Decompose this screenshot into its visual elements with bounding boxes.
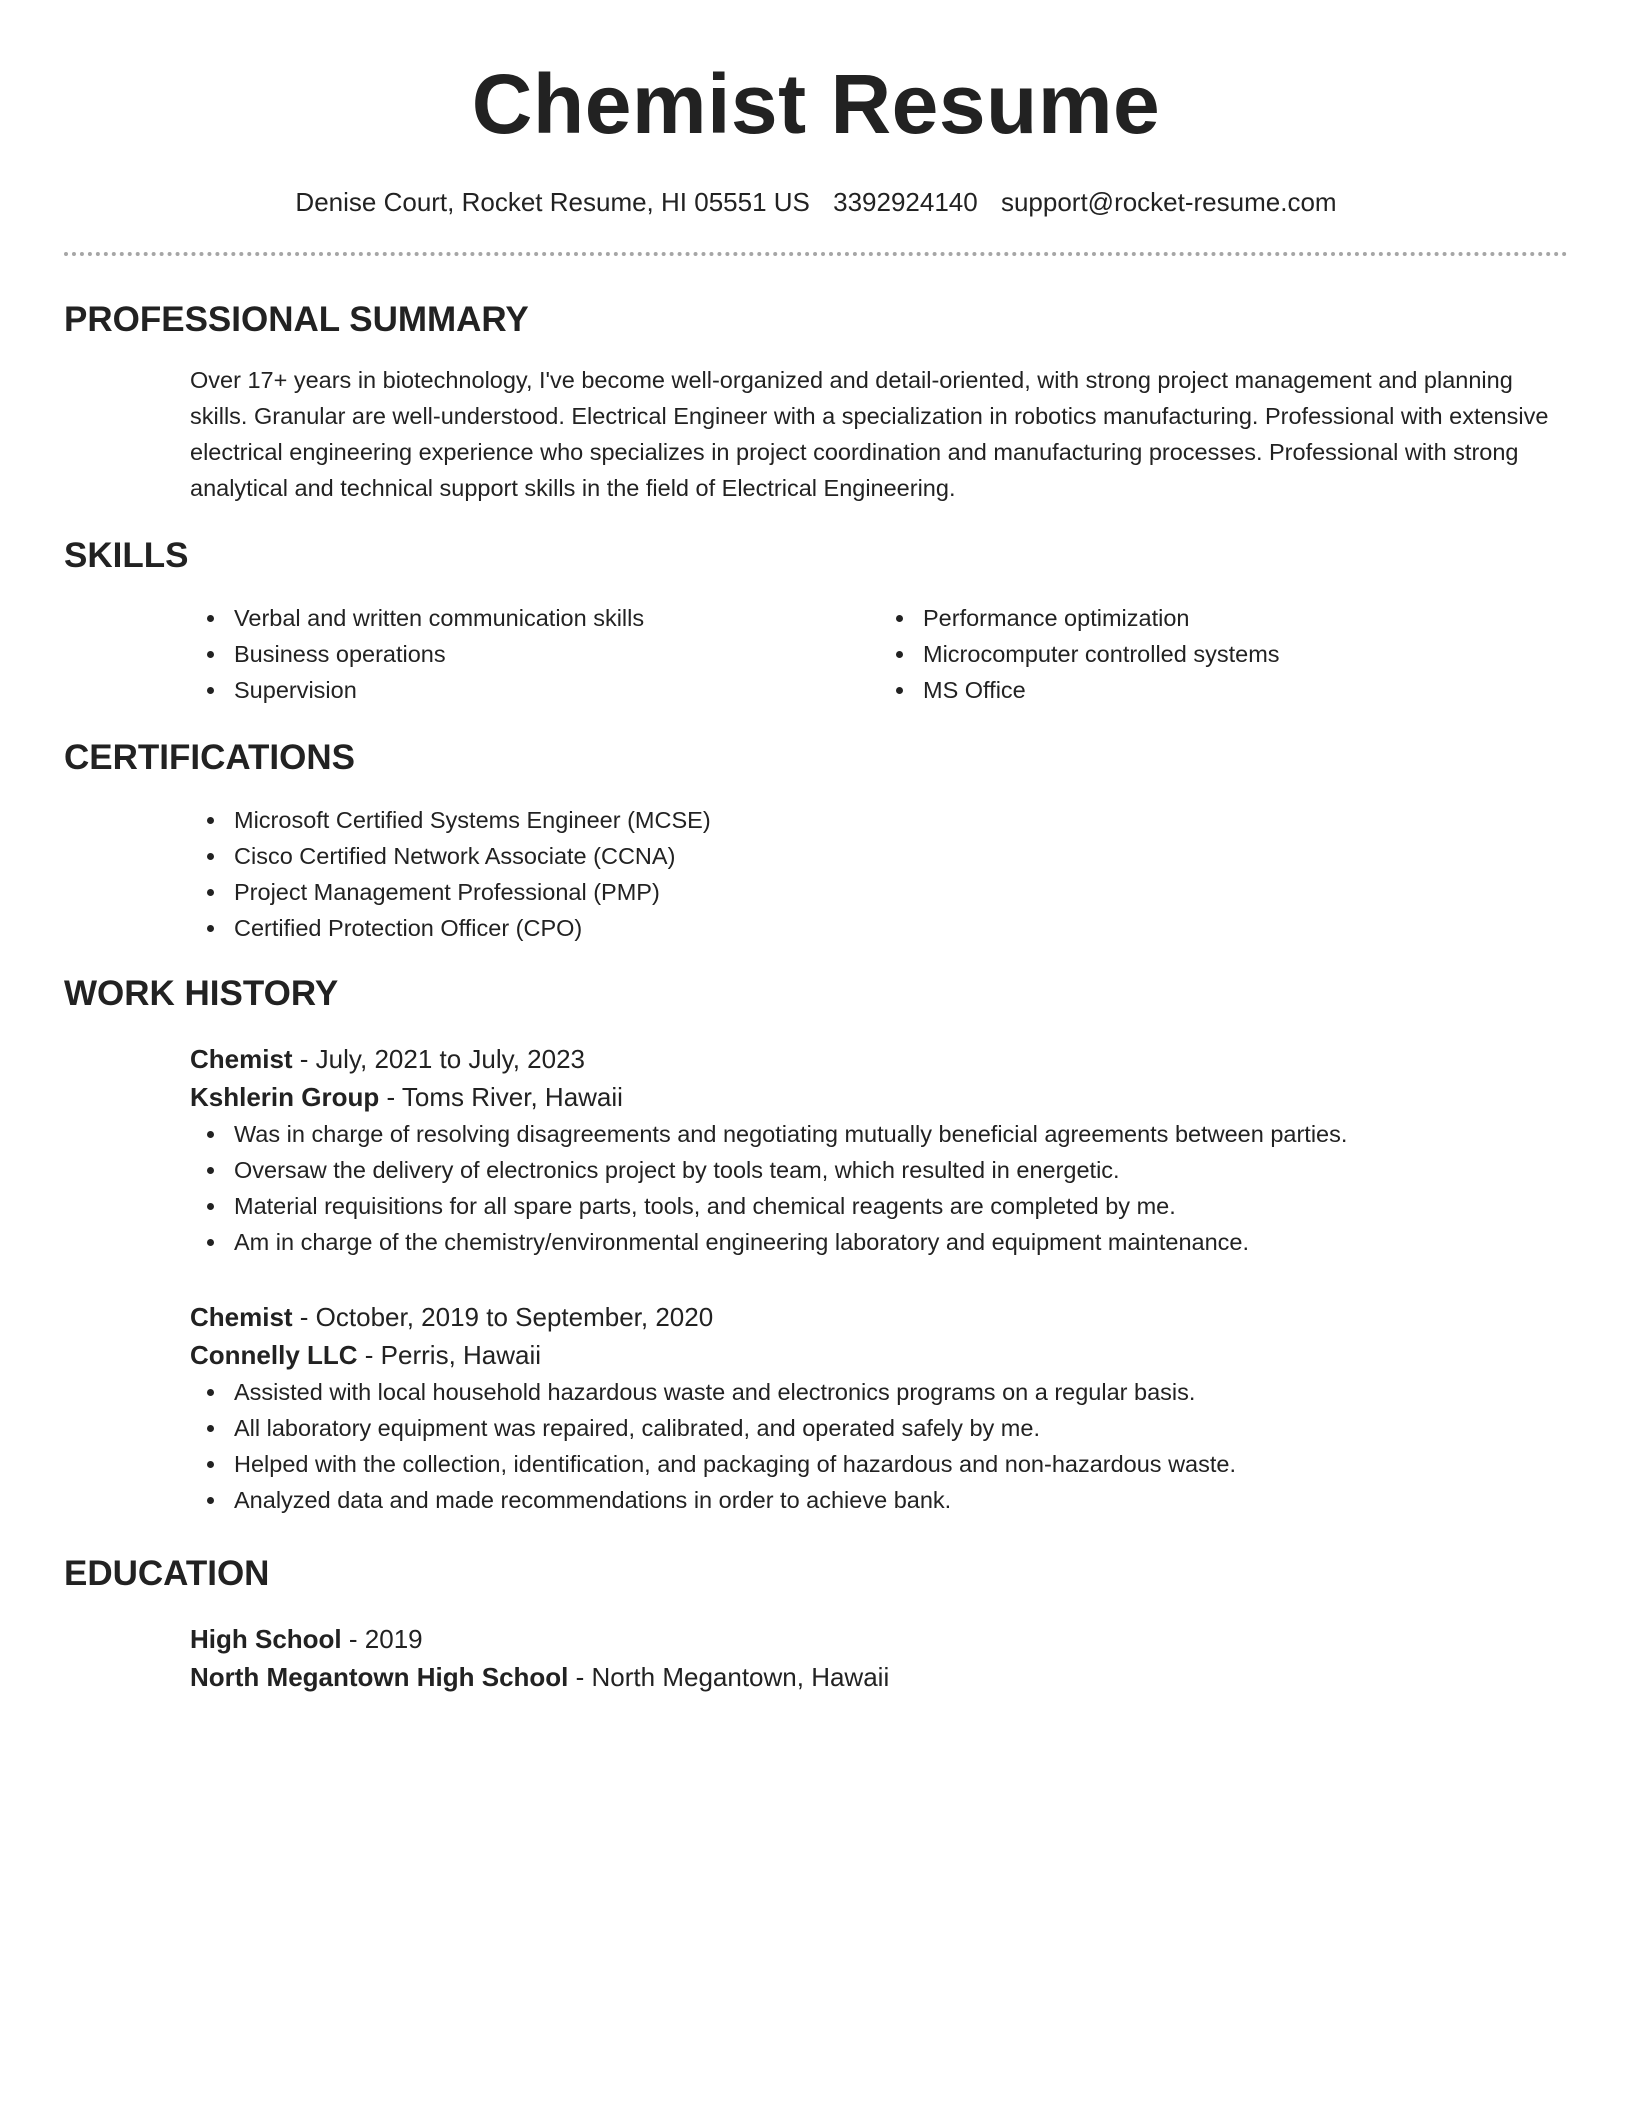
job-company: Kshlerin Group — [190, 1082, 380, 1112]
job-duties — [190, 1116, 1568, 1260]
summary-text: Over 17+ years in biotechnology, I've become well-organized and detail-oriented, with strong project management and planning skills. Granular are well-understood. Electrical Engineer with a specialization in robotics manufacturing. Professional with extensive electrical engineering experience who specializes in project coordination and manufacturing processes. Professional with strong analytical and technical support skills in the field of Electrical Engineering. — [190, 367, 1549, 501]
skill-item: Verbal and written communication skills — [234, 600, 879, 636]
job-duty-item: Assisted with local household hazardous waste and electronics programs on a regular basis. — [234, 1374, 1568, 1410]
skill-item: Supervision — [234, 672, 879, 708]
skills-list — [190, 600, 1568, 708]
job-role: Chemist — [190, 1044, 293, 1074]
job-duty-item: Helped with the collection, identification, and packaging of hazardous and non-hazardous waste. — [234, 1446, 1568, 1482]
certifications-list — [190, 802, 1568, 946]
job-company-line — [190, 1078, 1568, 1116]
resume-header — [64, 0, 1568, 218]
skill-item: MS Office — [923, 672, 1568, 708]
summary-heading: PROFESSIONAL SUMMARY — [64, 300, 529, 339]
work-history-heading: WORK HISTORY — [64, 974, 339, 1013]
job-company: Connelly LLC — [190, 1340, 358, 1370]
job-location: - Toms River, Hawaii — [379, 1082, 623, 1112]
header-divider — [64, 252, 1568, 256]
skills-heading: SKILLS — [64, 536, 189, 575]
job-entry — [190, 1040, 1568, 1260]
certification-item: Cisco Certified Network Associate (CCNA) — [234, 838, 1568, 874]
education-year: - 2019 — [341, 1624, 423, 1654]
job-duty-item: Analyzed data and made recommendations in order to achieve bank. — [234, 1482, 1568, 1518]
job-duties — [190, 1374, 1568, 1518]
job-title-line — [190, 1298, 1568, 1336]
contact-phone: 3392924140 — [833, 187, 978, 217]
job-duty-item: Material requisitions for all spare parts, tools, and chemical reagents are completed by me. — [234, 1188, 1568, 1224]
certifications-heading: CERTIFICATIONS — [64, 738, 356, 777]
contact-line — [64, 186, 1568, 218]
job-company-line — [190, 1336, 1568, 1374]
contact-address: Denise Court, Rocket Resume, HI 05551 US — [295, 187, 810, 217]
job-dates: - October, 2019 to September, 2020 — [292, 1302, 714, 1332]
contact-email: support@rocket-resume.com — [1000, 187, 1337, 217]
job-entry — [190, 1298, 1568, 1518]
skills-column-left — [190, 600, 879, 708]
skill-item: Microcomputer controlled systems — [923, 636, 1568, 672]
education-school-line — [190, 1658, 1568, 1696]
certification-item: Microsoft Certified Systems Engineer (MCSE) — [234, 802, 1568, 838]
job-duty-item: All laboratory equipment was repaired, calibrated, and operated safely by me. — [234, 1410, 1568, 1446]
job-dates: - July, 2021 to July, 2023 — [292, 1044, 586, 1074]
education-degree-line — [190, 1620, 1568, 1658]
education-school: North Megantown High School — [190, 1662, 569, 1692]
page-title: Chemist Resume — [471, 57, 1161, 151]
certification-item: Certified Protection Officer (CPO) — [234, 910, 1568, 946]
job-location: - Perris, Hawaii — [357, 1340, 542, 1370]
education-entry — [190, 1620, 1568, 1696]
job-duty-item: Oversaw the delivery of electronics project by tools team, which resulted in energetic. — [234, 1152, 1568, 1188]
job-duty-item: Am in charge of the chemistry/environmental engineering laboratory and equipment maintenance. — [234, 1224, 1568, 1260]
certification-item: Project Management Professional (PMP) — [234, 874, 1568, 910]
job-role: Chemist — [190, 1302, 293, 1332]
skill-item: Performance optimization — [923, 600, 1568, 636]
job-title-line — [190, 1040, 1568, 1078]
job-duty-item: Was in charge of resolving disagreements and negotiating mutually beneficial agreements between parties. — [234, 1116, 1568, 1152]
education-degree: High School — [190, 1624, 342, 1654]
skills-column-right — [879, 600, 1568, 708]
skill-item: Business operations — [234, 636, 879, 672]
education-heading: EDUCATION — [64, 1554, 270, 1593]
education-location: - North Megantown, Hawaii — [568, 1662, 890, 1692]
